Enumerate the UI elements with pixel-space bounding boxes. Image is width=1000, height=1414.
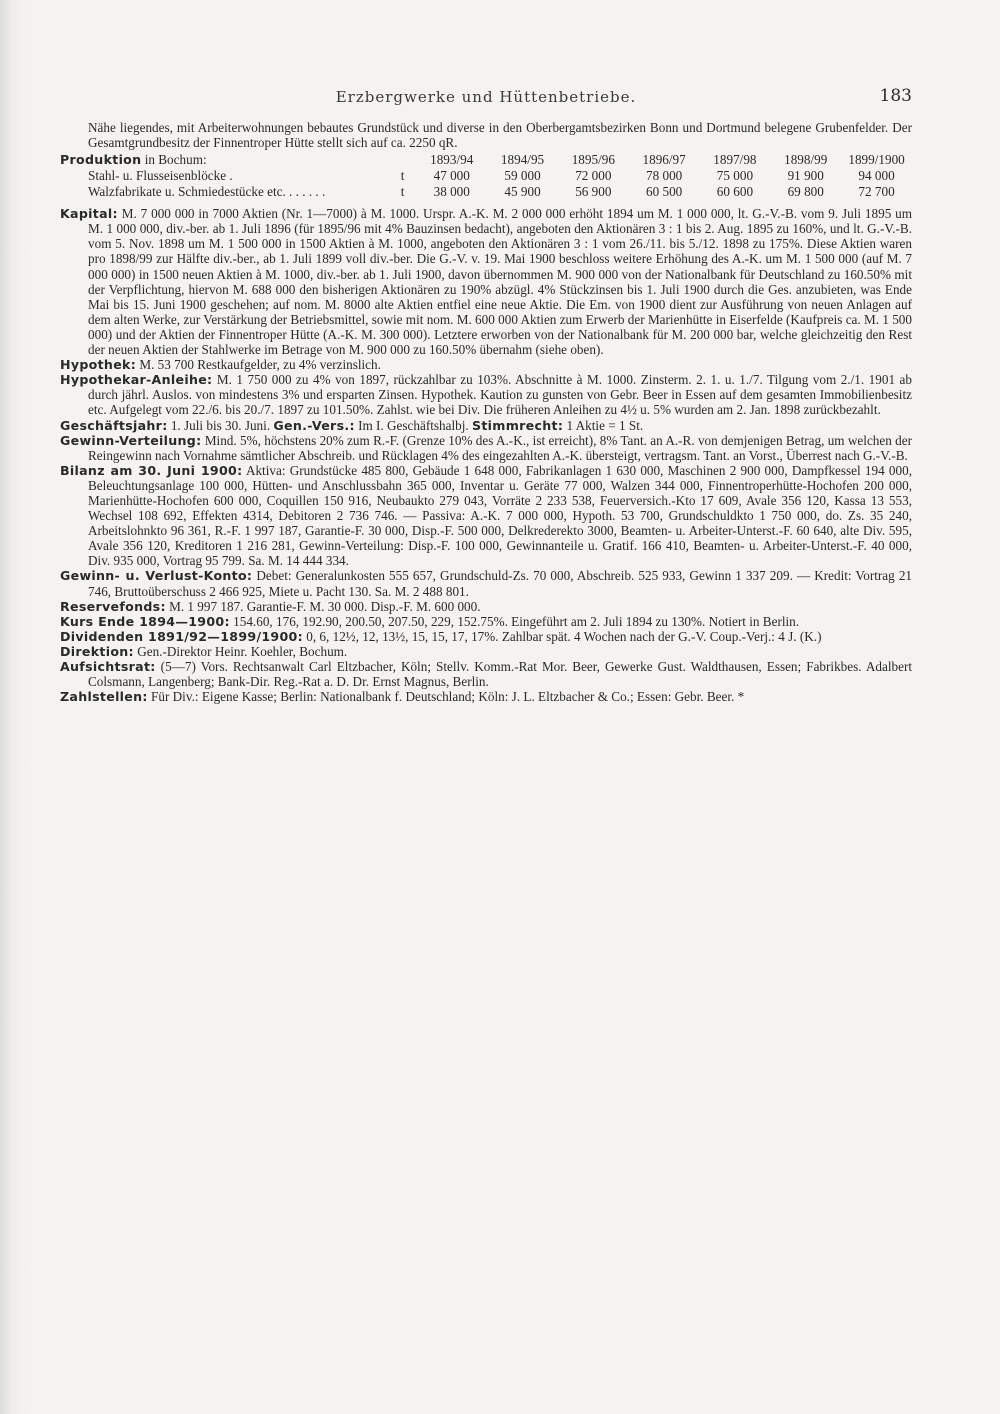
- section-gewinn-verlust: [60, 568, 912, 598]
- production-value: 78 000: [645, 168, 683, 184]
- section-text: 1 Aktie = 1 St.: [566, 417, 644, 433]
- section-text: Aktiva: Grundstücke 485 800, Gebäude 1 648 000, Fabrikanlagen 1 630 000, Maschinen 2 900 000, Dampfkessel 194 000, Beleuchtungsanlage 100 000, Hütten- und Anschlussbahn 365 000, Inventar u. Geräte 77 000, Walzen 344 000, Finnentroperhütte-Hochofen 200 000, Marienhütte-Hochofen 600 000, Coquillen 150 916, Neubaukto 279 043, Vorräte 2 233 538, Feuerversich.-Kto 17 609, Avale 356 120, Kassa 13 553, Wechsel 108 692, Effekten 4314, Debitoren 2 736 746. — Passiva: A.-K. 7 000 000, Hypoth. 53 700, Grundschuldkto 1 750 000, do. Zs. 35 240, Arbeitslohnkto 96 361, R.-F. 1 997 187, Garantie-F. 30 000, Disp.-F. 500 000, Delkrederekto 3000, Beamten- u. Arbeiter-Unterst.-F. 60 640, alte Div. 595, Avale 356 120, Kreditoren 1 216 281, Gewinn-Verteilung: Disp.-F. 100 000, Gewinnanteile u. Gratif. 166 410, Beamten- u. Arbeiter-Unterst.-F. 40 000, Div. 935 000, Vortrag 95 799. Sa. M. 14 444 334.: [88, 462, 913, 569]
- section-key: Kurs Ende 1894—1900:: [60, 613, 230, 629]
- production-row-unit: t: [400, 184, 405, 200]
- section-text: Mind. 5%, höchstens 20% zum R.-F. (Grenze 10% des A.-K., ist erreicht), 8% Tant. an A.-R. von demjenigen Betrag, um welchen der Reingewinn nach Vornahme sämtlicher Abschreib. und Rücklagen 4% des eingezahlten A.-K. übersteigt, vertragsm. Tant. an Vorst., Überrest nach G.-V.-B.: [88, 432, 913, 463]
- section-text: Im I. Geschäftshalbj.: [358, 417, 469, 433]
- section-hypothek: [60, 357, 912, 372]
- section-kapital: [60, 206, 912, 357]
- section-key: Zahlstellen:: [60, 689, 148, 705]
- section-key: Gewinn- u. Verlust-Konto:: [60, 568, 253, 584]
- production-value: 72 700: [858, 184, 895, 200]
- section-key: Kapital:: [60, 206, 118, 222]
- section-kurs: [60, 614, 912, 629]
- production-row: [60, 184, 912, 200]
- section-text: Gen.-Direktor Heinr. Koehler, Bochum.: [137, 643, 348, 659]
- section-text: M. 1 750 000 zu 4% von 1897, rückzahlbar zu 103%. Abschnitte à M. 1000. Zinsterm. 2. 1. u. 1./7. Tilgung vom 2./1. 1901 ab durch jährl. Auslos. von mindestens 3% und ersparten Zinsen. Hypothek. Kaution zu gunsten von Gebr. Beer in Essen auf dem gesamten Immobilienbesitz etc. Aufgelegt vom 22./6. bis 20./7. 1897 zu 101.50%. Zahlst. wie bei Div. Die früheren Anleihen zu 4½ u. 5% wurden am 2. Jan. 1898 zurückbezahlt.: [88, 372, 912, 418]
- section-key: Gewinn-Verteilung:: [60, 432, 202, 448]
- production-value: 47 000: [433, 168, 470, 184]
- page-number: 183: [879, 86, 912, 106]
- production-value: 69 800: [787, 184, 824, 200]
- year-cell: 1897/98: [713, 152, 757, 168]
- production-place: in Bochum:: [144, 152, 207, 168]
- section-key: Aufsichtsrat:: [60, 659, 156, 674]
- production-value: 60 500: [645, 184, 683, 200]
- section-key: Hypothekar-Anleihe:: [60, 372, 213, 388]
- section-text: M. 1 997 187. Garantie-F. M. 30 000. Disp.-F. M. 600 000.: [169, 598, 481, 614]
- section-zahlstellen: [60, 689, 912, 704]
- section-bilanz: [60, 463, 912, 569]
- section-key: Bilanz am 30. Juni 1900:: [60, 462, 243, 478]
- section-reservefonds: [60, 599, 912, 614]
- section-aufsichtsrat: [60, 659, 912, 689]
- running-title: Erzbergwerke und Hüttenbetriebe.: [335, 88, 637, 106]
- production-value: 94 000: [858, 168, 895, 184]
- section-key: Reservefonds:: [60, 598, 166, 614]
- document-body: [60, 120, 912, 704]
- production-row-label: Stahl- u. Flusseisenblöcke .: [88, 168, 233, 184]
- section-key: Gen.-Vers.:: [273, 417, 355, 433]
- section-text: 154.60, 176, 192.90, 200.50, 207.50, 229, 152.75%. Eingeführt am 2. Juli 1894 zu 130%. Notiert in Berlin.: [233, 613, 800, 629]
- section-text: M. 7 000 000 in 7000 Aktien (Nr. 1—7000) à M. 1000. Urspr. A.-K. M. 2 000 000 erhöht 1894 um M. 1 000 000, lt. G.-V.-B. vom 9. Juli 1895 um M. 1 000 000, div.-ber. ab 1. Juli 1896 (für 1895/96 mit 4% Bauzinsen bedacht), angeboten den Aktionären 3 : 1 bis 2. Aug. 1895 zu 160%, und lt. G.-V.-B. vom 5. Nov. 1898 um M. 1 500 000 in 1500 Aktien à M. 1000, angeboten den Aktionären 3 : 1 vom 26./11. bis 5./12. 1898 zu 175%. Diese Aktien waren pro 1898/99 zur Hälfte div.-ber., ab 1. Juli 1899 voll div.-ber. Die G.-V. v. 19. Mai 1900 beschloss weitere Erhöhung des A.-K. um M. 1 500 000 (auf M. 7 000 000) in 1500 neuen Aktien à M. 1000, div.-ber. ab 1. Juli 1900, davon übernommen M. 900 000 von der Nationalbank für Deutschland zu 160.50% mit der Verpflichtung, hiervon M. 688 000 den bisherigen Aktionären zu 190% abzügl. 4% Stückzinsen bis 1. Juli 1900 durch die Ges. anzubieten, was Ende Mai bis 15. Juni 1900 geschehen; auf nom. M. 8000 alte Aktien entfiel eine neue Aktie. Die Em. von 1900 dient zur Ausführung von neuen Anlagen auf dem alten Werke, zur Verstärkung der Betriebsmittel, sowie mit nom. M. 600 000 Aktien zum Erwerb der Marienhütte in Eiserfelde (Kaufpreis ca. M. 1 500 000) und der Aktien der Finnentroper Hütte (A.-K. M. 300 000). Letztere erworben von der Nationalbank für M. 200 000 bar, welche gleichzeitig den Rest der neuen Aktien der Stahlwerke im Betrage von M. 900 000 zu 160.50% übernahm (siehe oben).: [88, 206, 913, 358]
- production-row-label: Walzfabrikate u. Schmiedestücke etc. . . . . . .: [88, 184, 326, 200]
- section-key: Geschäftsjahr:: [60, 417, 168, 433]
- section-direktion: [60, 644, 912, 659]
- section-key: Stimmrecht:: [471, 417, 564, 433]
- production-table: [60, 152, 912, 200]
- production-value: 56 900: [575, 184, 612, 200]
- section-dividenden: [60, 629, 912, 644]
- section-text: (5—7) Vors. Rechtsanwalt Carl Eltzbacher, Köln; Stellv. Komm.-Rat Mor. Beer, Gewerke Gust. Waldthausen, Essen; Fabrikbes. Adalbert Colsmann, Langenberg; Bank-Dir. Reg.-Rat a. D. Dr. Ernst Magnus, Berlin.: [88, 659, 912, 690]
- year-cell: 1893/94: [430, 152, 474, 168]
- year-cell: 1895/96: [571, 152, 615, 168]
- section-text: M. 53 700 Restkaufgelder, zu 4% verzinslich.: [139, 357, 381, 373]
- section-text: Für Div.: Eigene Kasse; Berlin: Nationalbank f. Deutschland; Köln: J. L. Eltzbacher & Co.; Essen: Gebr. Beer. *: [151, 689, 745, 705]
- running-header: [60, 88, 912, 112]
- section-key: Direktion:: [60, 643, 134, 659]
- section-key: Dividenden 1891/92—1899/1900:: [60, 628, 303, 644]
- production-label: Produktion: [60, 152, 142, 168]
- production-value: 91 900: [787, 168, 824, 184]
- production-label-cell: [60, 152, 389, 168]
- section-text: Debet: Generalunkosten 555 657, Grundschuld-Zs. 70 000, Abschreib. 525 933, Gewinn 1 337 209. — Kredit: Vortrag 21 746, Bruttoüberschuss 2 466 925, Miete u. Pacht 130. Sa. M. 2 488 801.: [88, 568, 913, 599]
- production-value: 60 600: [716, 184, 754, 200]
- year-cell: 1896/97: [642, 152, 686, 168]
- section-text: 1. Juli bis 30. Juni.: [170, 417, 271, 433]
- production-value: 59 000: [504, 168, 541, 184]
- production-row-unit: t: [400, 168, 405, 184]
- unit-header-cell: [389, 152, 416, 168]
- production-value: 45 900: [504, 184, 541, 200]
- production-value: 75 000: [716, 168, 754, 184]
- section-geschaeftsjahr: [60, 418, 912, 433]
- intro-paragraph: Nähe liegendes, mit Arbeiterwohnungen bebautes Grundstück und diverse in den Oberbergamtsbezirken Bonn und Dortmund belegene Grubenfelder. Der Gesamtgrundbesitz der Finnentroper Hütte stellt sich auf ca. 2250 qR.: [88, 120, 912, 151]
- section-hypothekar-anleihe: [60, 372, 912, 417]
- year-cell: 1899/1900: [848, 152, 905, 168]
- year-cell: 1898/99: [784, 152, 828, 168]
- section-text: 0, 6, 12½, 12, 13½, 15, 15, 17, 17%. Zahlbar spät. 4 Wochen nach der G.-V. Coup.-Verj.: 4 J. (K.): [306, 628, 822, 644]
- production-value: 72 000: [575, 168, 612, 184]
- section-gewinn-verteilung: [60, 433, 912, 463]
- section-key: Hypothek:: [60, 357, 137, 373]
- production-value: 38 000: [433, 184, 470, 200]
- production-row: [60, 168, 912, 184]
- year-cell: 1894/95: [500, 152, 545, 168]
- production-header-row: [60, 152, 912, 168]
